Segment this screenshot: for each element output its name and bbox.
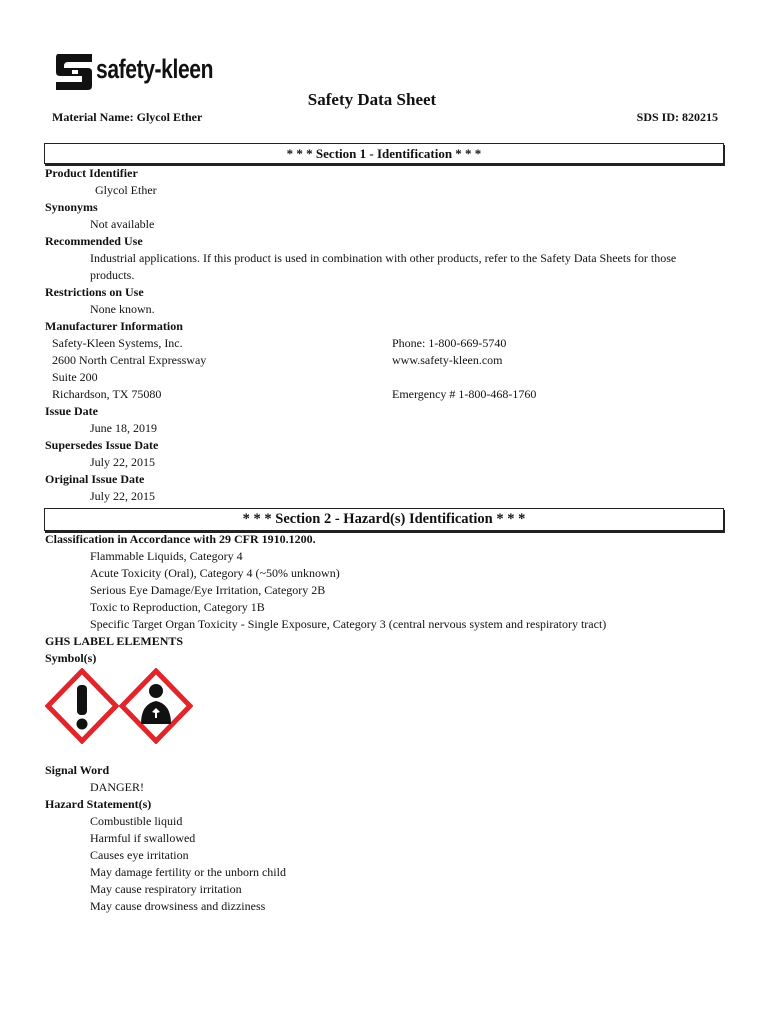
supersedes-date-value: July 22, 2015 [90, 455, 156, 469]
recommended-use-line-1: Industrial applications. If this product is used in combination with other products, refer to the Safety Data Sheets for those [90, 251, 677, 265]
original-date-value: July 22, 2015 [90, 489, 156, 503]
material-name: Material Name: Glycol Ether [52, 110, 203, 124]
manufacturer-label: Manufacturer Information [45, 319, 183, 333]
hazard-statement-item: Causes eye irritation [90, 848, 189, 862]
restrictions-value: None known. [90, 302, 155, 316]
hazard-statement-item: May cause drowsiness and dizziness [90, 899, 266, 913]
classification-item: Acute Toxicity (Oral), Category 4 (~50% unknown) [90, 566, 340, 580]
sds-id: SDS ID: 820215 [636, 110, 718, 124]
exclamation-mark-pictogram-icon [45, 668, 119, 744]
safety-kleen-logo [52, 50, 232, 94]
classification-item: Serious Eye Damage/Eye Irritation, Category 2B [90, 583, 326, 597]
logo-wordmark: safety-kleen [96, 54, 214, 84]
ghs-pictograms [45, 668, 195, 748]
document-title: Safety Data Sheet [307, 90, 437, 109]
synonyms-value: Not available [90, 217, 155, 231]
manufacturer-phone: Phone: 1-800-669-5740 [392, 336, 507, 350]
classification-label: Classification in Accordance with 29 CFR 1910.1200. [45, 532, 316, 546]
classification-item: Toxic to Reproduction, Category 1B [90, 600, 265, 614]
manufacturer-address-1: 2600 North Central Expressway [52, 353, 207, 367]
supersedes-date-label: Supersedes Issue Date [45, 438, 159, 452]
issue-date-label: Issue Date [45, 404, 98, 418]
hazard-statement-item: Combustible liquid [90, 814, 183, 828]
hazard-statement-item: May damage fertility or the unborn child [90, 865, 286, 879]
product-identifier-label: Product Identifier [45, 166, 138, 180]
ghs-label-elements: GHS LABEL ELEMENTS [45, 634, 184, 648]
original-date-label: Original Issue Date [45, 472, 145, 486]
hazard-statements-label: Hazard Statement(s) [45, 797, 152, 811]
section-1-header: * * * Section 1 - Identification * * * [44, 143, 724, 164]
classification-item: Flammable Liquids, Category 4 [90, 549, 243, 563]
manufacturer-name: Safety-Kleen Systems, Inc. [52, 336, 183, 350]
signal-word-label: Signal Word [45, 763, 110, 777]
product-identifier-value: Glycol Ether [95, 183, 157, 197]
recommended-use-line-2: products. [90, 268, 135, 282]
manufacturer-address-2: Suite 200 [52, 370, 98, 384]
section-2-header: * * * Section 2 - Hazard(s) Identification * * * [44, 508, 724, 531]
issue-date-value: June 18, 2019 [90, 421, 157, 435]
recommended-use-label: Recommended Use [45, 234, 143, 248]
hazard-statement-item: May cause respiratory irritation [90, 882, 242, 896]
sk-emblem-icon [52, 50, 96, 94]
symbols-label: Symbol(s) [45, 651, 97, 665]
synonyms-label: Synonyms [45, 200, 98, 214]
manufacturer-address-3: Richardson, TX 75080 [52, 387, 162, 401]
signal-word-value: DANGER! [90, 780, 144, 794]
hazard-statement-item: Harmful if swallowed [90, 831, 196, 845]
classification-item: Specific Target Organ Toxicity - Single Exposure, Category 3 (central nervous system and respiratory tract) [90, 617, 607, 631]
restrictions-label: Restrictions on Use [45, 285, 144, 299]
emergency-phone: Emergency # 1-800-468-1760 [392, 387, 537, 401]
health-hazard-pictogram-icon [119, 668, 193, 744]
manufacturer-website: www.safety-kleen.com [392, 353, 503, 367]
